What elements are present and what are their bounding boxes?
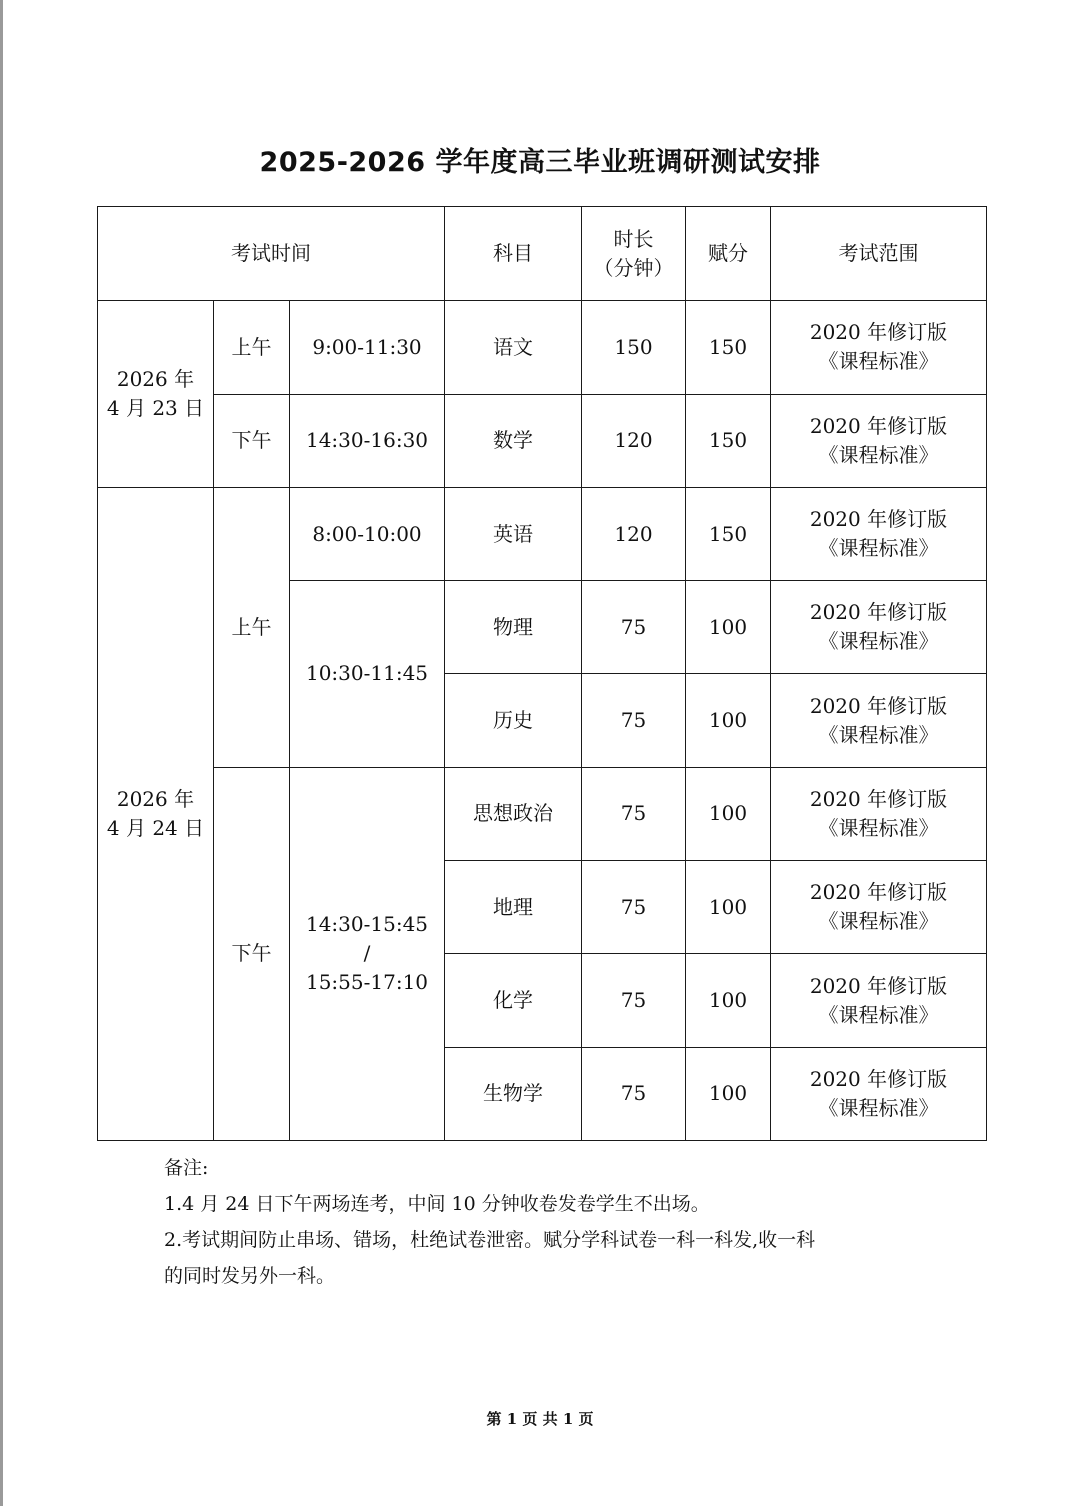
- notes-heading: 备注:: [164, 1157, 209, 1179]
- date-line2: 4 月 23 日: [106, 396, 205, 421]
- header-scope: 考试范围: [771, 207, 987, 301]
- duration-cell: 75: [582, 581, 686, 674]
- scope-cell: [771, 674, 987, 767]
- duration-cell: 75: [582, 1047, 686, 1140]
- scope-line1: 2020 年修订版: [809, 880, 948, 905]
- scope-cell: [771, 301, 987, 394]
- table-row: [98, 394, 987, 487]
- date-cell-apr24: [98, 487, 214, 1140]
- duration-cell: 120: [582, 487, 686, 580]
- score-cell: 100: [686, 861, 771, 954]
- scope-line2: 《课程标准》: [818, 909, 939, 934]
- subject-cell: 地理: [445, 861, 582, 954]
- duration-cell: 75: [582, 767, 686, 860]
- scope-cell: [771, 954, 987, 1047]
- scope-line1: 2020 年修订版: [809, 600, 948, 625]
- date-line1: 2026 年: [116, 786, 195, 811]
- scope-line2: 《课程标准》: [818, 349, 939, 374]
- note-item: 1.4 月 24 日下午两场连考，中间 10 分钟收卷发卷学生不出场。: [164, 1193, 710, 1215]
- duration-cell: 120: [582, 394, 686, 487]
- scope-line1: 2020 年修订版: [809, 320, 948, 345]
- header-duration: [582, 207, 686, 301]
- time-slot-cell: 10:30-11:45: [290, 581, 445, 768]
- score-cell: 150: [686, 487, 771, 580]
- header-exam-time: 考试时间: [98, 207, 445, 301]
- header-duration-line1: 时长: [613, 226, 654, 251]
- time-slot-line1: 14:30-15:45: [305, 912, 429, 937]
- subject-cell: 生物学: [445, 1047, 582, 1140]
- period-cell: 下午: [214, 767, 290, 1140]
- date-line1: 2026 年: [116, 367, 195, 392]
- time-slot-cell: 14:30-16:30: [290, 394, 445, 487]
- table-header-row: [98, 207, 987, 301]
- subject-cell: 化学: [445, 954, 582, 1047]
- score-cell: 100: [686, 767, 771, 860]
- scope-cell: [771, 767, 987, 860]
- subject-cell: 历史: [445, 674, 582, 767]
- period-cell: 下午: [214, 394, 290, 487]
- table-row: [98, 301, 987, 394]
- header-duration-line2: （分钟）: [593, 255, 674, 280]
- time-slot-cell: 8:00-10:00: [290, 487, 445, 580]
- scope-line2: 《课程标准》: [818, 1095, 939, 1120]
- time-slot-cell: [290, 767, 445, 1140]
- duration-cell: 75: [582, 954, 686, 1047]
- time-slot-cell: 9:00-11:30: [290, 301, 445, 394]
- score-cell: 100: [686, 581, 771, 674]
- scope-line2: 《课程标准》: [818, 629, 939, 654]
- score-cell: 100: [686, 1047, 771, 1140]
- date-cell-apr23: [98, 301, 214, 488]
- subject-cell: 数学: [445, 394, 582, 487]
- page-footer: 第 1 页 共 1 页: [486, 1410, 594, 1428]
- scope-line1: 2020 年修订版: [809, 507, 948, 532]
- scope-cell: [771, 581, 987, 674]
- duration-cell: 75: [582, 861, 686, 954]
- scope-line1: 2020 年修订版: [809, 1066, 948, 1091]
- scope-cell: [771, 1047, 987, 1140]
- duration-cell: 75: [582, 674, 686, 767]
- scope-line2: 《课程标准》: [818, 536, 939, 561]
- period-cell: 上午: [214, 487, 290, 767]
- note-item: 2.考试期间防止串场、错场，杜绝试卷泄密。赋分学科试卷一科一科发,收一科: [164, 1229, 816, 1251]
- scope-line1: 2020 年修订版: [809, 973, 948, 998]
- period-cell: 上午: [214, 301, 290, 394]
- table-row: [98, 487, 987, 580]
- subject-cell: 物理: [445, 581, 582, 674]
- page-left-edge: [0, 0, 3, 1506]
- scope-cell: [771, 487, 987, 580]
- notes-section: [164, 1150, 964, 1294]
- document-title: 2025-2026 学年度高三毕业班调研测试安排: [259, 147, 821, 178]
- scope-line2: 《课程标准》: [818, 815, 939, 840]
- exam-schedule-table: [97, 206, 987, 1141]
- scope-line1: 2020 年修订版: [809, 693, 948, 718]
- score-cell: 100: [686, 674, 771, 767]
- scope-line1: 2020 年修订版: [809, 786, 948, 811]
- scope-line2: 《课程标准》: [818, 1002, 939, 1027]
- score-cell: 150: [686, 301, 771, 394]
- table-row: [98, 767, 987, 860]
- scope-line1: 2020 年修订版: [809, 413, 948, 438]
- scope-line2: 《课程标准》: [818, 722, 939, 747]
- scope-cell: [771, 861, 987, 954]
- date-line2: 4 月 24 日: [106, 815, 205, 840]
- scope-line2: 《课程标准》: [818, 442, 939, 467]
- subject-cell: 英语: [445, 487, 582, 580]
- time-slot-line3: 15:55-17:10: [305, 970, 429, 995]
- scope-cell: [771, 394, 987, 487]
- duration-cell: 150: [582, 301, 686, 394]
- subject-cell: 思想政治: [445, 767, 582, 860]
- header-score: 赋分: [686, 207, 771, 301]
- time-slot-line2: /: [363, 941, 371, 966]
- note-item: 的同时发另外一科。: [164, 1265, 336, 1287]
- subject-cell: 语文: [445, 301, 582, 394]
- score-cell: 100: [686, 954, 771, 1047]
- score-cell: 150: [686, 394, 771, 487]
- header-subject: 科目: [445, 207, 582, 301]
